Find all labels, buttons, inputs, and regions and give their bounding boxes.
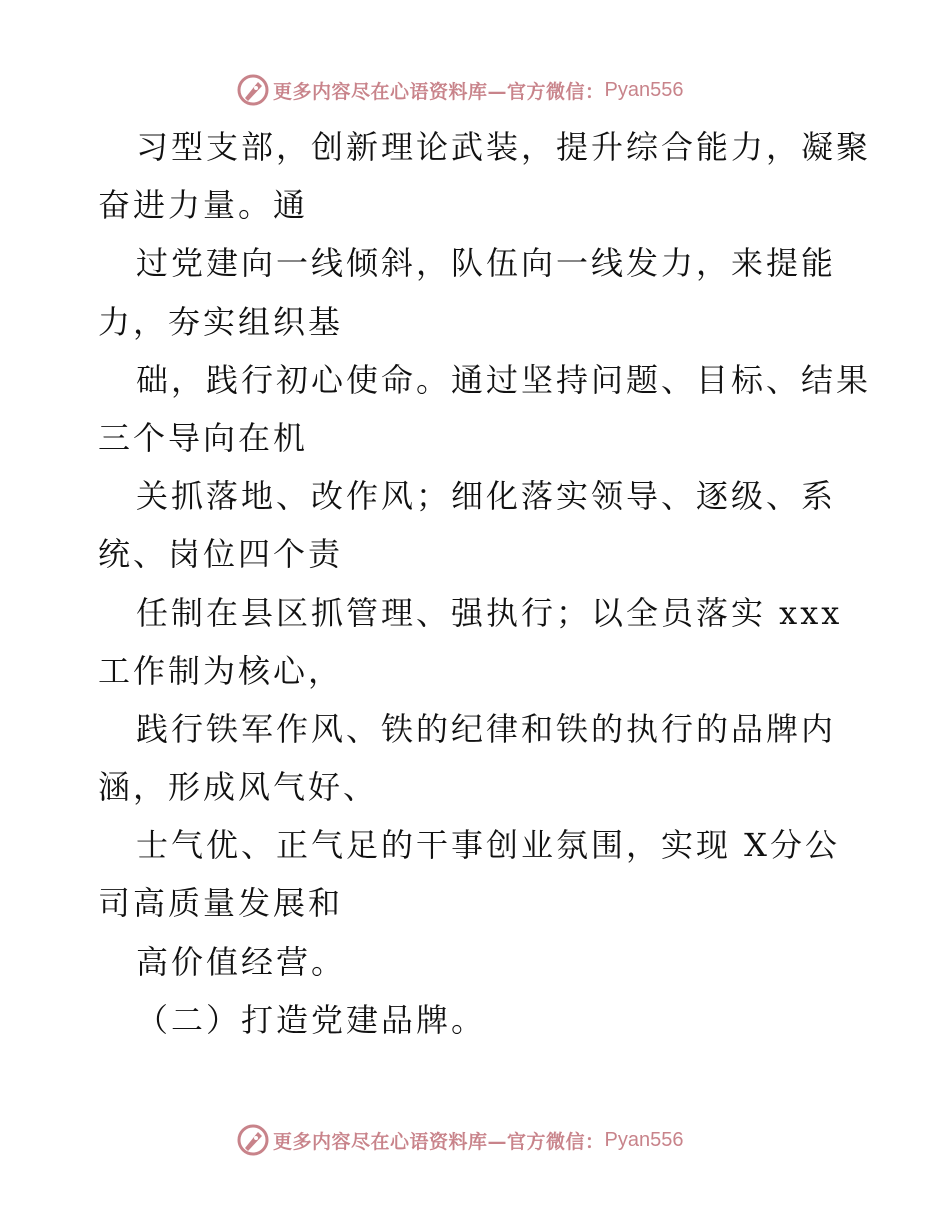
text-line: 任制在县区抓管理、强执行；以全员落实 xxx [136, 593, 843, 632]
text-line: 础，践行初心使命。通过坚持问题、目标、结果 [136, 360, 872, 399]
text-line: 践行铁军作风、铁的纪律和铁的执行的品牌内 [136, 709, 837, 748]
watermark-text: 更多内容尽在心语资料库—官方微信： [273, 80, 605, 103]
watermark-wechat-id: Pyan556 [604, 1128, 684, 1151]
footer-watermark [236, 1123, 683, 1157]
text-line: 高价值经营。 [136, 942, 347, 981]
text-line: 涵，形成风气好、 [98, 768, 379, 807]
header-watermark [236, 73, 683, 107]
section-heading: （二）打造党建品牌。 [136, 1000, 487, 1039]
text-line: 司高质量发展和 [98, 884, 344, 923]
text-line: 习型支部，创新理论武装，提升综合能力，凝聚 [136, 128, 872, 166]
text-line: 三个导向在机 [98, 418, 309, 457]
text-line: 士气优、正气足的干事创业氛围，实现 X分公 [136, 826, 840, 865]
document-body [98, 118, 872, 1049]
text-line: 力，夯实组织基 [98, 302, 344, 341]
text-line: 工作制为核心， [98, 651, 344, 690]
pen-nib-logo-icon [236, 73, 270, 107]
watermark-wechat-id: Pyan556 [604, 78, 684, 101]
pen-nib-logo-icon [236, 1123, 270, 1157]
text-line: 关抓落地、改作风；细化落实领导、逐级、系 [136, 477, 837, 516]
text-line: 过党建向一线倾斜，队伍向一线发力，来提能 [136, 244, 837, 283]
watermark-text: 更多内容尽在心语资料库—官方微信： [273, 1130, 605, 1153]
text-line: 统、岗位四个责 [98, 535, 344, 574]
text-line: 奋进力量。通 [98, 186, 309, 225]
